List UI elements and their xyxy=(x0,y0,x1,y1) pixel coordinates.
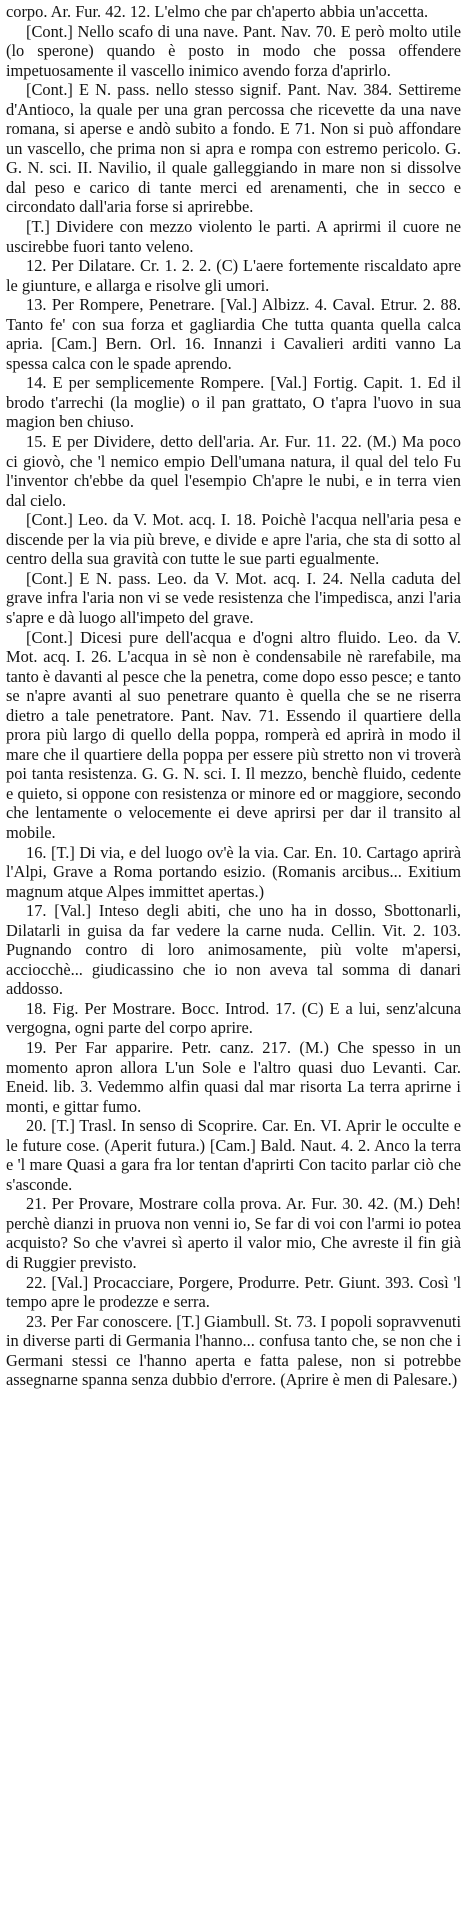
entry-paragraph: 16. [T.] Di via, e del luogo ov'è la via. Car. En. 10. Cartago aprirà l'Alpi, Grave a Roma portando esizio. (Romanis arcibus... Exitium magnum atque Alpes immittet apertas.) xyxy=(6,842,461,901)
entry-paragraph: [Cont.] Leo. da V. Mot. acq. I. 18. Poichè l'acqua nell'aria pesa e discende per la via più breve, e divide e apre l'aria, che sta di sotto al centro della sua gravità con tutte le sue parti egualmente. xyxy=(6,510,461,569)
dictionary-page xyxy=(6,2,461,1390)
entry-paragraph: 13. Per Rompere, Penetrare. [Val.] Albizz. 4. Caval. Etrur. 2. 88. Tanto fe' con sua forza et gagliardia Che tutta quanta quella calca apria. [Cam.] Bern. Orl. 16. Innanzi i Cavalieri arditi vanno La spessa calca con le spade aprendo. xyxy=(6,295,461,373)
entry-paragraph: 20. [T.] Trasl. In senso di Scoprire. Car. En. VI. Aprir le occulte e le future cose. (Aperit futura.) [Cam.] Bald. Naut. 4. 2. Anco la terra e 'l mare Quasi a gara fra lor tentan d'aprirti Con tacito parlar ciò che s'asconde. xyxy=(6,1116,461,1194)
entry-paragraph: [Cont.] E N. pass. nello stesso signif. Pant. Nav. 384. Settireme d'Antioco, la quale per una gran percossa che ricevette da una nave romana, si aperse e andò subito a fondo. E 71. Non si può affondare un vascello, che prima non si apra e rompa con estremo pericolo. G. G. N. sci. II. Navilio, il quale galleggiando in mare non si dissolve dal peso e carico di tante merci ed arenamenti, che in secco e circondato dall'aria forse si aprirebbe. xyxy=(6,80,461,217)
entry-paragraph: 12. Per Dilatare. Cr. 1. 2. 2. (C) L'aere fortemente riscaldato apre le giunture, e allarga e risolve gli umori. xyxy=(6,256,461,295)
entry-paragraph: 17. [Val.] Inteso degli abiti, che uno ha in dosso, Sbottonarli, Dilatarli in guisa da far vedere la carne nuda. Cellin. Vit. 2. 103. Pugnando contro di loro animosamente, più volte m'apersi, acciocchè... giudicassino che io non aveva tal somma di danari addosso. xyxy=(6,901,461,999)
entry-paragraph: 19. Per Far apparire. Petr. canz. 217. (M.) Che spesso in un momento apron allora L'un Sole e l'altro quasi duo Levanti. Car. Eneid. lib. 3. Vedemmo alfin quasi dal mar risorta La terra aprirne i monti, e gittar fumo. xyxy=(6,1037,461,1116)
entry-paragraph: 15. E per Dividere, detto dell'aria. Ar. Fur. 11. 22. (M.) Ma poco ci giovò, che 'l nemico empio Dell'umana natura, il qual del telo Fu l'inventor ch'ebbe da quel l'esempio Ch'apre le nubi, e in terra vien dal cielo. xyxy=(6,432,461,510)
entry-paragraph: 21. Per Provare, Mostrare colla prova. Ar. Fur. 30. 42. (M.) Deh! perchè dianzi in pruova non venni io, Se far di voi con l'armi io potea acquisto? So che v'avrei sì aperto il valor mio, Che avreste il fin già di Ruggier previsto. xyxy=(6,1194,461,1272)
entry-paragraph: corpo. Ar. Fur. 42. 12. L'elmo che par ch'aperto abbia un'accetta. xyxy=(6,2,429,21)
entry-paragraph: 18. Fig. Per Mostrare. Bocc. Introd. 17. (C) E a lui, senz'alcuna vergogna, ogni parte del corpo aprire. xyxy=(6,998,461,1038)
entry-paragraph: 23. Per Far conoscere. [T.] Giambull. St. 73. I popoli sopravvenuti in diverse parti di Germania l'hanno... confusa tanto che, se non che i Germani stessi ce l'hanno aperta e fatta palese, non si potrebbe assegnarne spanna senza dubbio d'errore. (Aprire è men di Palesare.) xyxy=(6,1311,461,1390)
entry-paragraph: [Cont.] Nello scafo di una nave. Pant. Nav. 70. E però molto utile (lo sperone) quando è posto in modo che possa offendere impetuosamente il vascello inimico avendo forza d'aprirlo. xyxy=(6,21,461,80)
entry-paragraph: [T.] Dividere con mezzo violento le parti. A aprirmi il cuore ne uscirebbe fuori tanto veleno. xyxy=(6,217,461,256)
entry-paragraph: 22. [Val.] Procacciare, Porgere, Produrre. Petr. Giunt. 393. Così 'l tempo apre le prodezze e serra. xyxy=(6,1272,461,1312)
entry-paragraph: [Cont.] Dicesi pure dell'acqua e d'ogni altro fluido. Leo. da V. Mot. acq. I. 26. L'acqua in sè non è condensabile nè rarefabile, ma tanto è davanti al pesce che la penetra, come dopo esso pesce; e tanto se n'apre avanti al suo penetrare quanto è quella che se ne riserra dietro a tale penetratore. Pant. Nav. 71. Essendo il quartiere della prora più largo di quello della poppa, romperà ed aprirà in modo il mare che il quartiere della poppa per essere più stretto non vi troverà poi tanta resistenza. G. G. N. sci. I. Il mezzo, benchè fluido, cedente e quieto, si oppone con resistenza or minore ed or maggiore, secondo che lentamente o velocemente ei deve aprirsi per dar il transito al mobile. xyxy=(6,627,461,842)
entry-paragraph: [Cont.] E N. pass. Leo. da V. Mot. acq. I. 24. Nella caduta del grave infra l'aria non vi se vede resistenza che l'impedisca, anzi l'aria s'apre e dà luogo all'impeto del grave. xyxy=(6,568,461,627)
entry-paragraph: 14. E per semplicemente Rompere. [Val.] Fortig. Capit. 1. Ed il brodo t'arrechi (la moglie) o il pan grattato, O t'apra l'uovo in sua magion ben chiuso. xyxy=(6,373,461,432)
